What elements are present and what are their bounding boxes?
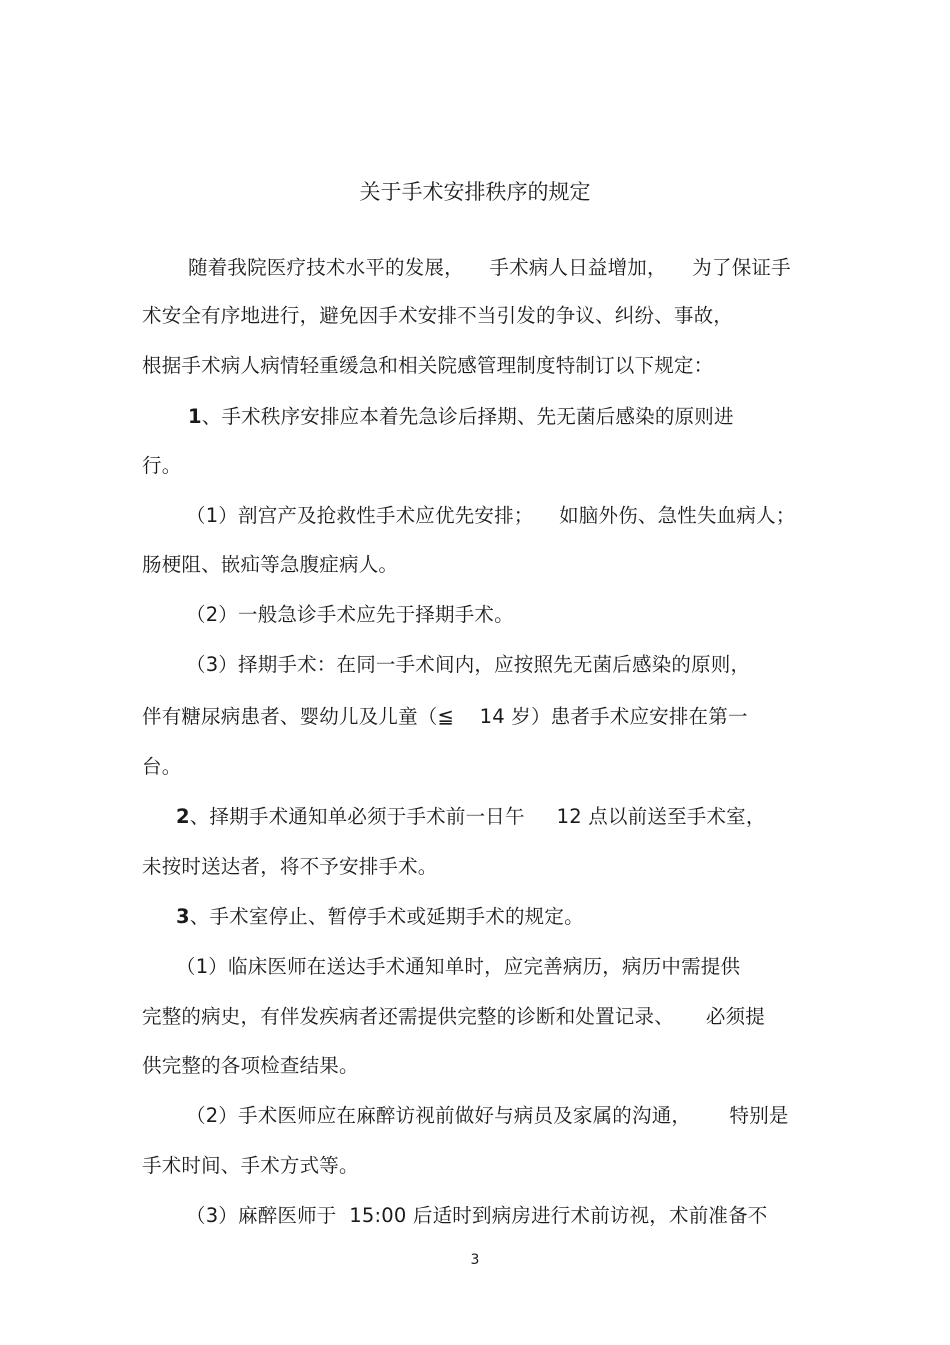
section-1-line-1	[188, 402, 734, 432]
section-1-item-1-line-2: 肠梗阻、嵌疝等急腹症病人。	[142, 553, 399, 576]
section-3-heading	[176, 902, 584, 932]
section-1-text: 、手术秩序安排应本着先急诊后择期、先无菌后感染的原则进	[201, 405, 734, 428]
section-1-item-3-line-2: 伴有糖尿病患者、婴幼儿及儿童（≦ 14 岁）患者手术应安排在第一	[142, 705, 748, 728]
section-1-item-1-line-1: （1）剖宫产及抢救性手术应优先安排； 如脑外伤、急性失血病人；	[186, 504, 796, 527]
section-3-item-1-line-1: （1）临床医师在送达手术通知单时，应完善病历，病历中需提供	[176, 955, 741, 978]
section-2-line-2: 未按时送达者，将不予安排手术。	[142, 855, 438, 878]
section-2-number: 2	[176, 805, 190, 828]
section-3-item-2-line-1: （2）手术医师应在麻醉访视前做好与病员及家属的沟通， 特别是	[186, 1104, 789, 1127]
section-3-text: 、手术室停止、暂停手术或延期手术的规定。	[189, 905, 584, 928]
document-title: 关于手术安排秩序的规定	[359, 180, 591, 204]
section-3-item-1-line-3: 供完整的各项检查结果。	[142, 1054, 359, 1077]
section-1-item-2: （2）一般急诊手术应先于择期手术。	[186, 603, 514, 626]
intro-line-3: 根据手术病人病情轻重缓急和相关院感管理制度特制订以下规定：	[142, 354, 714, 377]
section-3-item-3-line-1: （3）麻醉医师于 15:00 后适时到病房进行术前访视，术前准备不	[186, 1204, 768, 1227]
page-number: 3	[470, 1252, 480, 1268]
section-2-line-1	[176, 802, 766, 832]
intro-line-1: 随着我院医疗技术水平的发展， 手术病人日益增加， 为了保证手	[188, 256, 791, 279]
intro-line-2: 术安全有序地进行，避免因手术安排不当引发的争议、纠纷、事故，	[142, 304, 734, 327]
section-3-item-2-line-2: 手术时间、手术方式等。	[142, 1154, 359, 1177]
section-2-text: 、择期手术通知单必须于手术前一日午 12 点以前送至手术室，	[189, 805, 766, 828]
section-1-item-3-line-1: （3）择期手术：在同一手术间内，应按照先无菌后感染的原则，	[186, 653, 751, 676]
section-3-item-1-line-2: 完整的病史，有伴发疾病者还需提供完整的诊断和处置记录、 必须提	[142, 1005, 765, 1028]
section-1-number: 1	[188, 405, 202, 428]
section-1-item-3-line-3: 台。	[142, 755, 182, 778]
section-1-line-2: 行。	[142, 454, 182, 477]
section-3-number: 3	[176, 905, 190, 928]
